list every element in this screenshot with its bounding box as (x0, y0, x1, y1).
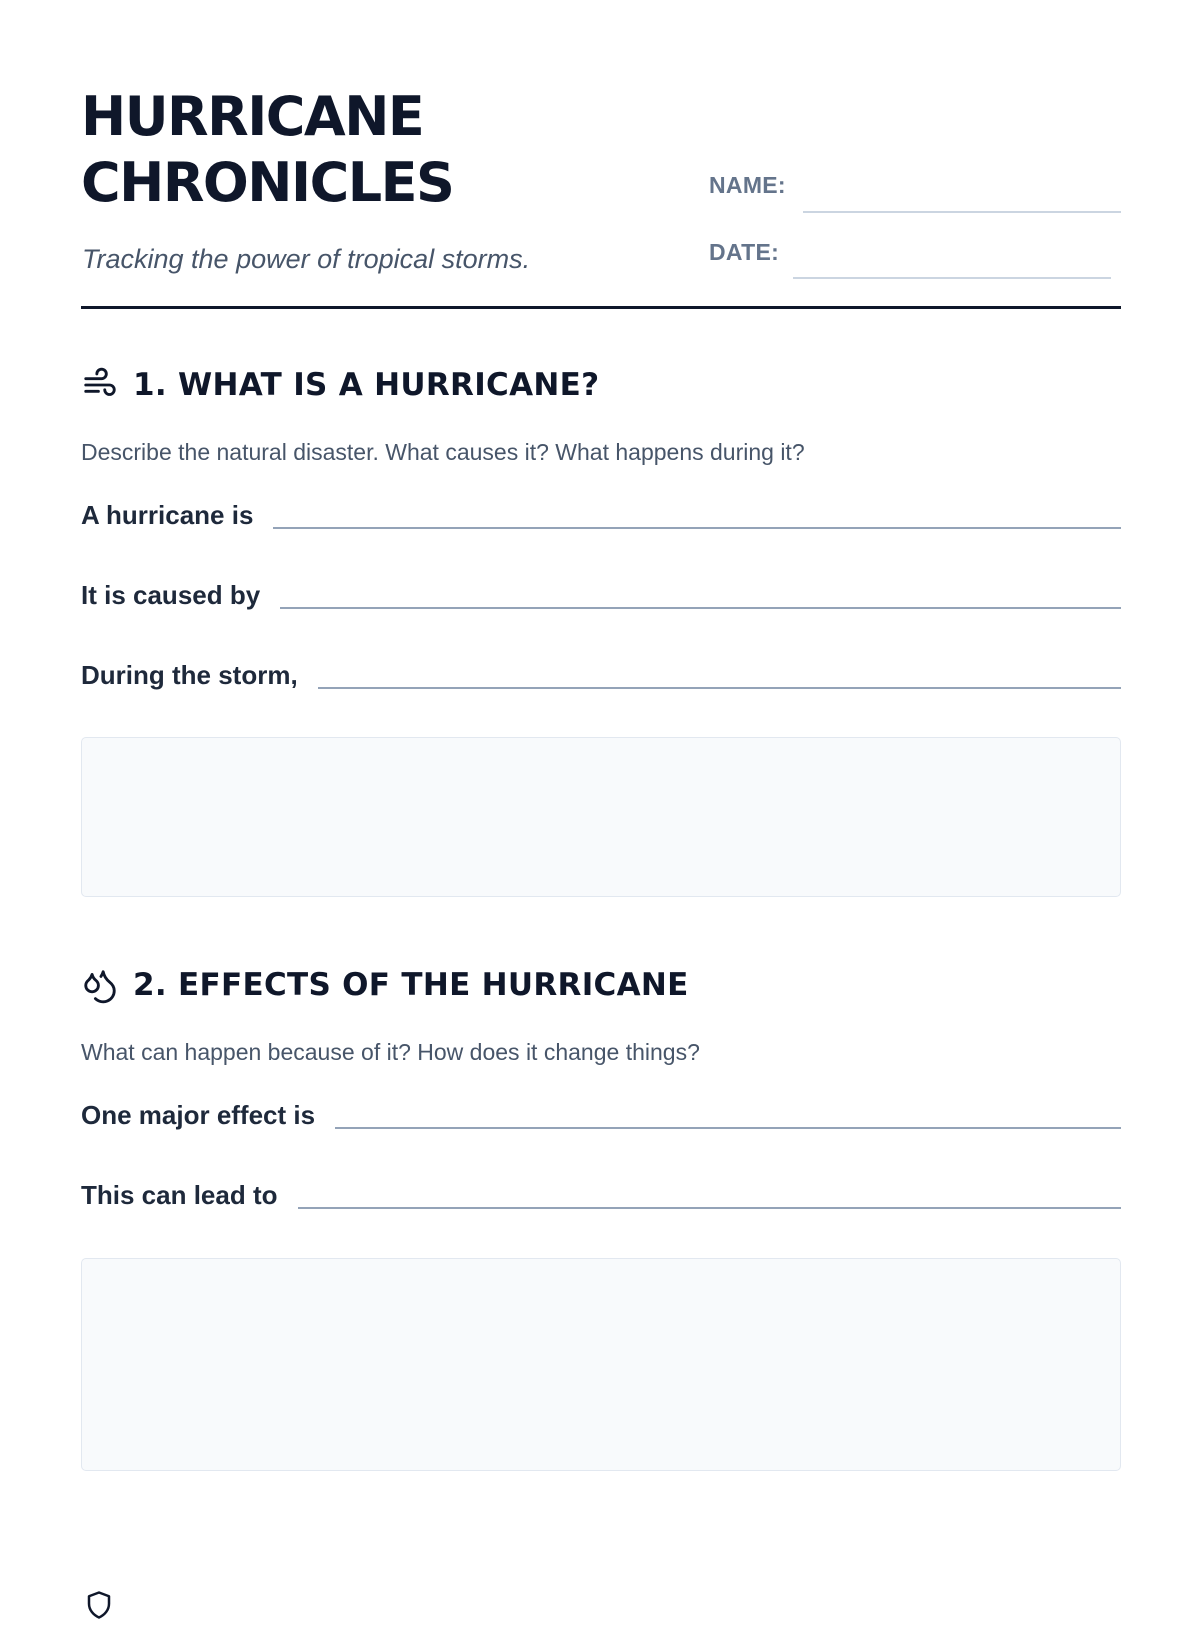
section-1-answer-box[interactable] (81, 737, 1121, 897)
prompt-label: This can lead to (81, 1180, 278, 1210)
section-1-title: 1. WHAT IS A HURRICANE? (133, 367, 600, 403)
section-2-description: What can happen because of it? How does it change things? (81, 1039, 700, 1065)
answer-line[interactable] (298, 1207, 1122, 1209)
prompt-label: It is caused by (81, 580, 261, 610)
name-field[interactable] (803, 211, 1121, 213)
prompt-row (81, 1180, 1121, 1211)
answer-line[interactable] (280, 607, 1121, 609)
prompt-row (81, 580, 1121, 611)
header-divider (81, 306, 1121, 309)
prompt-row (81, 1100, 1121, 1131)
answer-line[interactable] (335, 1127, 1121, 1129)
section-1-heading (81, 366, 599, 404)
worksheet-title (81, 84, 453, 216)
worksheet-header (81, 0, 1121, 310)
section-2-heading (81, 966, 689, 1004)
name-label: NAME: (709, 172, 786, 198)
shield-icon (84, 1590, 114, 1620)
wind-icon (81, 366, 119, 404)
title-line-2: CHRONICLES (81, 151, 454, 214)
droplets-icon (81, 966, 119, 1004)
prompt-row (81, 660, 1121, 691)
section-2-answer-box[interactable] (81, 1258, 1121, 1471)
prompt-row (81, 500, 1121, 531)
answer-line[interactable] (273, 527, 1121, 529)
prompt-label: During the storm, (81, 660, 298, 690)
worksheet-tagline: Tracking the power of tropical storms. (82, 244, 531, 274)
date-field[interactable] (793, 277, 1111, 279)
title-line-1: HURRICANE (81, 85, 424, 148)
prompt-label: One major effect is (81, 1100, 316, 1130)
section-2-title: 2. EFFECTS OF THE HURRICANE (133, 967, 689, 1003)
answer-line[interactable] (318, 687, 1121, 689)
date-label: DATE: (709, 239, 780, 265)
worksheet (81, 0, 1121, 1210)
section-1-description: Describe the natural disaster. What causes it? What happens during it? (81, 439, 805, 465)
prompt-label: A hurricane is (81, 500, 254, 530)
